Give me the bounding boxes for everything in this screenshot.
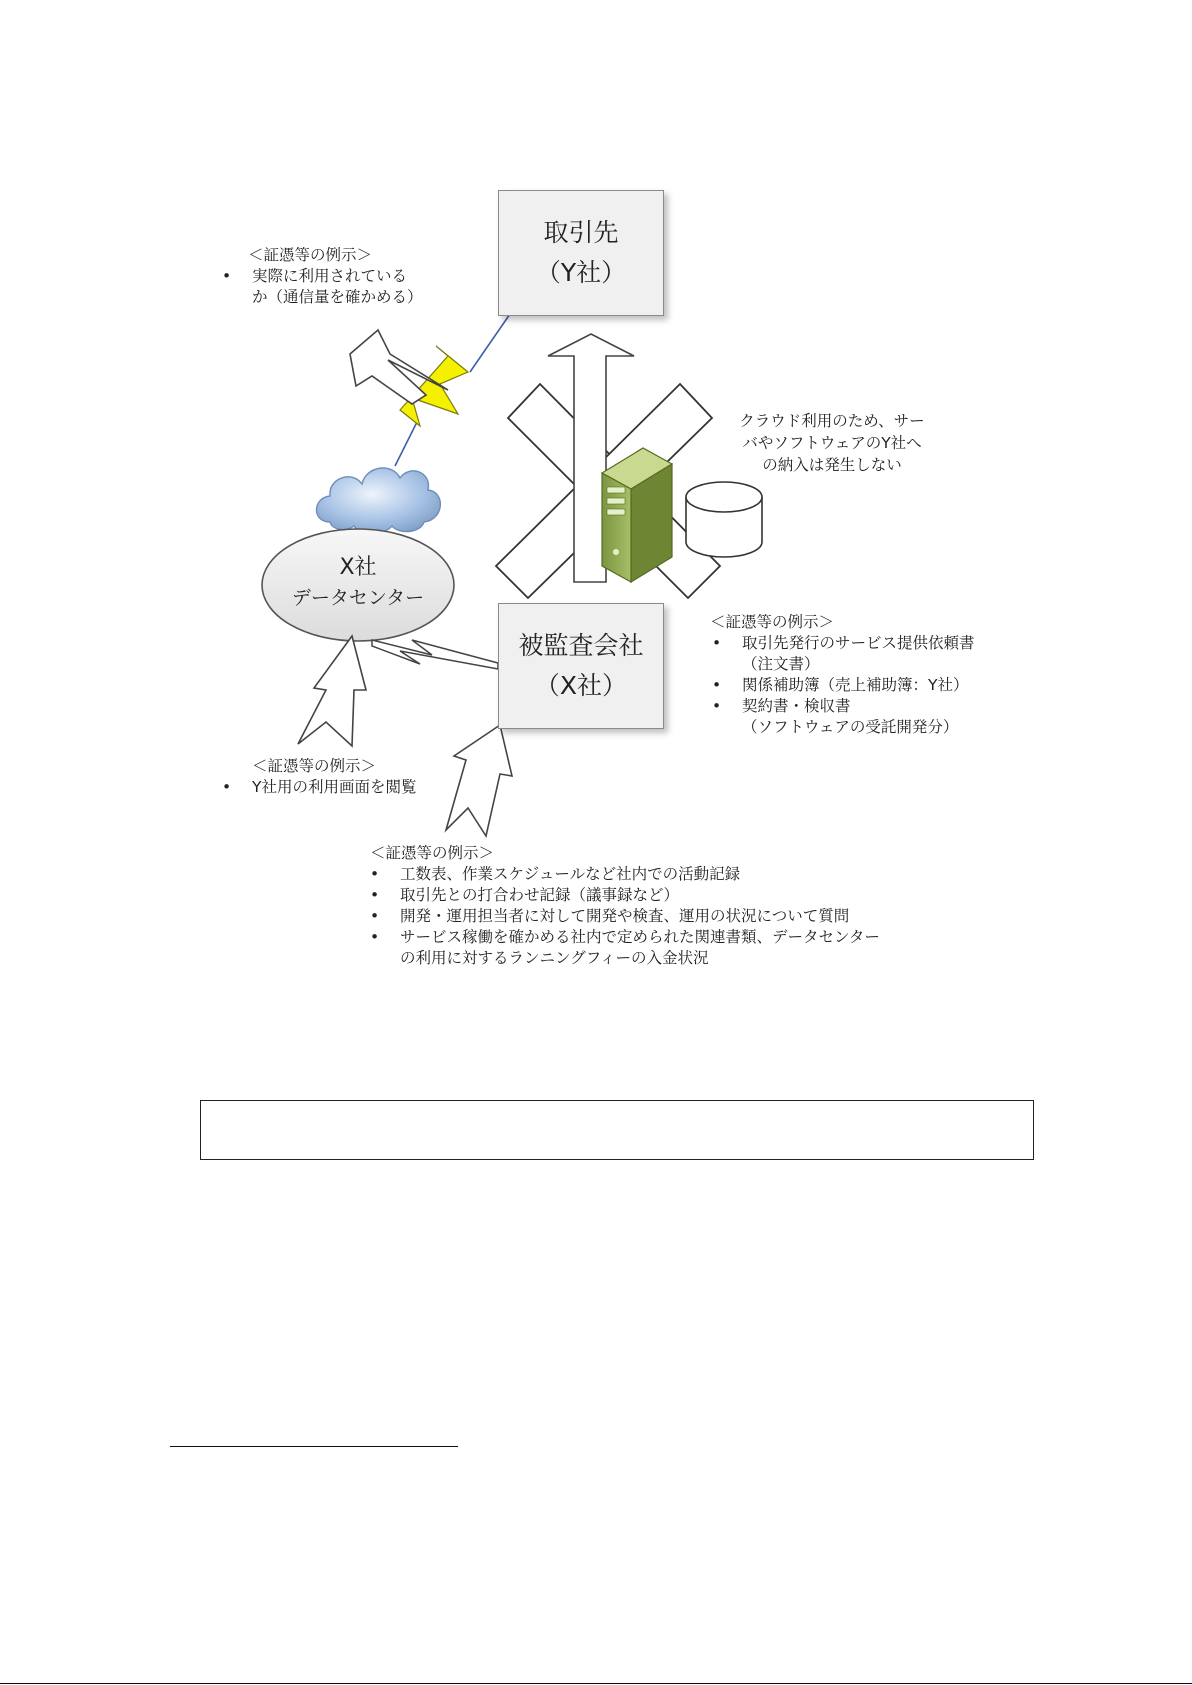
cloud-note-line: バやソフトウェアのY社へ <box>742 434 922 452</box>
footnote-separator <box>170 1446 458 1447</box>
datacenter-label <box>272 553 444 613</box>
note-heading: ＜証憑等の例示＞ <box>252 757 377 775</box>
audited-company-box <box>498 603 664 729</box>
internal-evidence-arrow <box>446 725 512 836</box>
note-item: • 実際に利用されている か（通信量を確かめる） <box>216 266 423 308</box>
internal-evidence-note <box>364 843 880 969</box>
audited-company-name: 被監査会社 <box>518 631 644 660</box>
caption-box <box>200 1100 1034 1160</box>
note-item: • サービス稼働を確かめる社内で定められた関連書類、データセンター の利用に対するランニングフィーの入金状況 <box>364 927 880 969</box>
note-heading: ＜証憑等の例示＞ <box>710 613 835 631</box>
page-bottom-rule <box>0 1683 1192 1684</box>
note-heading: ＜証憑等の例示＞ <box>370 844 495 862</box>
partner-name: 取引先 <box>543 218 619 247</box>
document-evidence-note <box>706 612 975 738</box>
note-item: • Y社用の利用画面を閲覧 <box>216 777 416 798</box>
cloud-delivery-note <box>732 410 932 476</box>
cloud-note-line: クラウド利用のため、サー <box>739 412 925 430</box>
partner-company: （Y社） <box>535 258 627 287</box>
note-heading: ＜証憑等の例示＞ <box>248 246 373 264</box>
note-item: • 取引先との打合わせ記録（議事録など） <box>364 885 880 906</box>
traffic-evidence-note <box>216 245 423 308</box>
screen-evidence-note <box>216 756 416 798</box>
datacenter-company: X社 <box>339 555 377 580</box>
access-connector <box>372 640 498 669</box>
partner-box <box>498 190 664 316</box>
note-item: • 取引先発行のサービス提供依頼書 （注文書） <box>706 633 975 675</box>
screen-evidence-arrow <box>298 636 366 746</box>
note-item: • 契約書・検収書 （ソフトウェアの受託開発分） <box>706 696 975 738</box>
note-item: • 工数表、作業スケジュールなど社内での活動記録 <box>364 864 880 885</box>
note-item: • 関係補助簿（売上補助簿：Y社） <box>706 675 975 696</box>
datacenter-name: データセンター <box>291 587 425 609</box>
cloud-note-line: の納入は発生しない <box>762 456 902 474</box>
server-icon <box>602 448 672 582</box>
database-icon <box>686 482 762 557</box>
note-item: • 開発・運用担当者に対して開発や検査、運用の状況について質問 <box>364 906 880 927</box>
cloud-icon <box>317 468 441 534</box>
audited-company-code: （X社） <box>534 671 628 700</box>
